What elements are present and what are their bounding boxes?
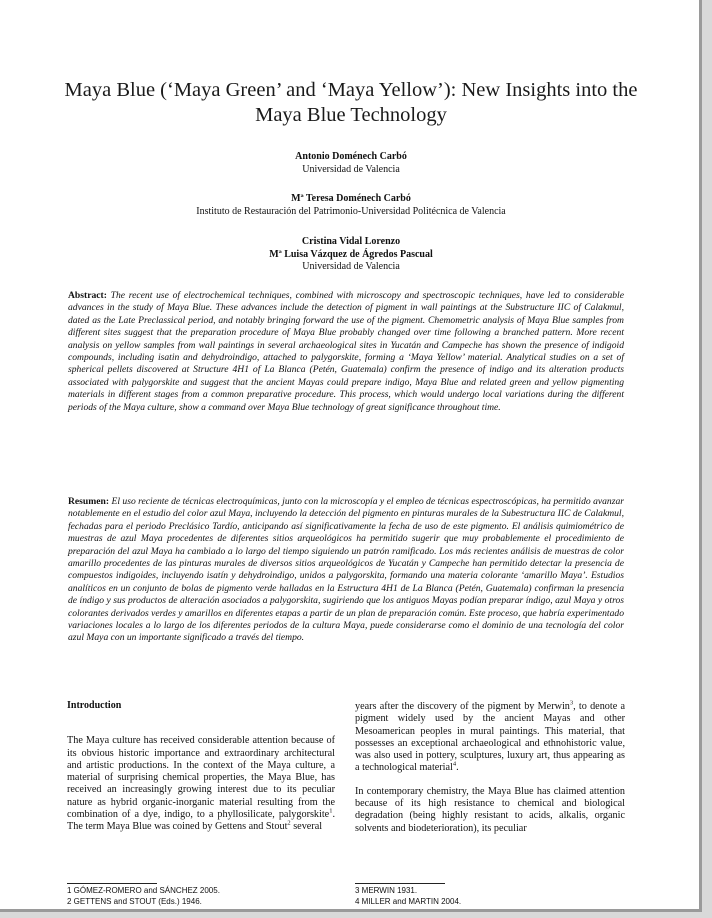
author-block-2	[60, 193, 642, 218]
footnote-ref: 4	[452, 761, 457, 769]
abstract-label: Abstract:	[68, 290, 107, 301]
footnote: 3 MERWIN 1931.	[355, 886, 418, 895]
author-name: Mª Teresa Doménech Carbó	[291, 193, 411, 204]
author-name: Antonio Doménech Carbó	[295, 151, 407, 162]
footnotes-left	[67, 886, 220, 907]
author-affiliation: Universidad de Valencia	[302, 261, 400, 272]
resumen-text: El uso reciente de técnicas electroquímicas, junto con la microscopía y el empleo de técnicas espectroscópicas, ha permitido avanzar notablemente en el estudio del color azul Maya, incluyendo la detección del pigmento en pinturas murales de la Subestructura IIC de Calakmul, fechadas para el periodo Preclásico Tardío, anticipando así significativamente la fecha de uso de este pigmento. El análisis quimiométrico de muestras de azul Maya procedentes de diferentes sitios arqueológicos ha permitido sugerir que muy probablemente el procedimiento de preparación del azul Maya ha cambiado a lo largo del tiempo siguiendo un patrón ramificado. Los más recientes análisis de muestras de color amarillo procedentes de las pinturas murales de diversos sitios arqueológicos de Yucatán y Campeche han permitido detectar la presencia de compuestos indigoides, incluyendo isatín y dehydroindigo, unidos a palygorskita, formando una materia colorante ‘amarillo Maya’. Estudios analíticos en un conjunto de bolas de pigmento verde halladas en la Estructura 4H1 de La Blanca (Petén, Guatemala) confirman la presencia de índigo y sus productos de alteración asociados a palygorskita, sugiriendo que los antiguos Mayas podían preparar índigo, azul Maya y otros colorantes derivados verdes y amarillos en diferentes etapas a partir de un plan de preparación común. Este proceso, que habría experimentado variaciones locales a lo largo de los diferentes periodos de la cultura Maya, puede considerarse como el dominio de una tecnología del color azul Maya con un importante significado a través del tiempo.	[68, 496, 624, 644]
author-name: Mª Luisa Vázquez de Ágredos Pascual	[269, 248, 433, 260]
footnote-ref: 2	[287, 819, 291, 827]
author-block-3	[60, 236, 642, 274]
footnote-ref: 3	[569, 699, 574, 707]
footnotes-right	[355, 886, 461, 907]
body-paragraph: The Maya culture has received considerable attention because of its obvious historic importance and extraordinary architectural and artistic productions. In the context of the Maya culture, a material of surprising chemical properties, the Maya Blue, has received an increasingly growing interest due to its peculiar nature as hybrid organic-inorganic material resulting from the combination of a dye, indigo, to a phyllosilicate, palygorskite$^1$. The term Maya Blue was coined by Gettens and Stout$^2$ several	[67, 735, 335, 833]
author-affiliation: Instituto de Restauración del Patrimonio-Universidad Politécnica de Valencia	[196, 205, 506, 217]
footnote: 4 MILLER and MARTIN 2004.	[355, 896, 462, 906]
abstract-text: The recent use of electrochemical techniques, combined with microscopy and spectroscopic techniques, have led to considerable advances in the study of Maya Blue. These advances include the detection of pigment in wall paintings at the Substructure IIC of Calakmul, dated as the Late Preclassical period, and notably bringing forward the use of the pigment. Chemometric analysis of Maya Blue samples from different sites suggest that the preparation procedure of Maya Blue probably changed over time following a branched pattern. More recent analysis on yellow samples from wall paintings in several archaeological sites in Yucatán and Campeche has shown the presence of indigoid compounds, including isatin and dehydroindigo, attached to palygorskite, forming a ‘Maya Yellow’ material. Analytical studies on a set of spherical pellets discovered at Structure 4H1 of La Blanca (Petén, Guatemala) confirm the presence of indigo and its alteration products associated with palygorskite and suggest that the ancient Mayas could prepare indigo, Maya Blue and related green and yellow pigmenting materials in different stages from a common preparative procedure. This process, which would undergo local variations during the different periods of the Maya culture, show a command over Maya Blue technology of great significance throughout time.	[68, 290, 624, 413]
abstract	[68, 290, 624, 414]
footnote: 2 GETTENS and STOUT (Eds.) 1946.	[67, 896, 202, 906]
footnote-divider	[355, 883, 445, 884]
body-paragraph: years after the discovery of the pigment by Merwin$^3$, to denote a pigment widely used by the ancient Mayas and other Mesoamerican peoples in mural paintings. This material, that possesses an exceptional archaeological and ethnohistoric value, was also used in pottery, sculptures, luxury art, thus appearing as a technological material$^4$.	[355, 699, 626, 774]
body-column-left	[67, 700, 335, 834]
author-block-1	[60, 151, 642, 176]
footnote-divider	[67, 883, 157, 884]
author-affiliation: Universidad de Valencia	[302, 163, 400, 175]
section-heading-introduction: Introduction	[67, 700, 122, 711]
body-paragraph: In contemporary chemistry, the Maya Blue has claimed attention because of its high resistance to chemical and biological degradation (being highly resistant to acids, alkalis, organic solvents and biodeterioration), its peculiar	[355, 785, 625, 834]
author-name: Cristina Vidal Lorenzo	[301, 236, 401, 247]
footnote: 1 GÓMEZ-ROMERO and SÁNCHEZ 2005.	[67, 886, 220, 895]
body-column-right	[355, 701, 625, 835]
footnote-ref: 1	[329, 807, 333, 815]
paper-title: Maya Blue (‘Maya Green’ and ‘Maya Yellow’): New Insights into the Maya Blue Technology	[64, 79, 638, 126]
resumen-label: Resumen:	[68, 496, 110, 507]
resumen	[68, 496, 624, 645]
